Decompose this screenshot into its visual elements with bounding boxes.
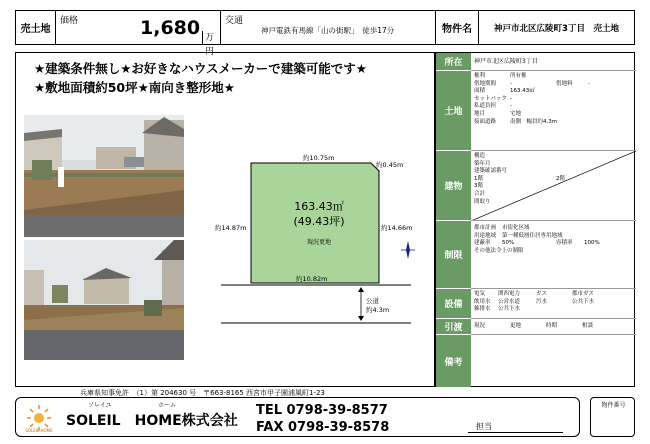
property-name: 神戸市北区広陵町3丁目 売土地 — [494, 23, 619, 34]
main-panel — [15, 52, 435, 387]
restriction-label: 制限 — [436, 221, 471, 289]
site-photo-2 — [24, 240, 184, 360]
remarks-label: 備考 — [436, 335, 471, 387]
price-unit: 万円 — [202, 31, 220, 45]
land-row: 私道負担 - — [474, 103, 512, 110]
header-bar — [15, 10, 635, 57]
plot-area-m2: 163.43㎡ — [294, 200, 344, 213]
license-line: 兵庫県知事免許 （1）第 204630 号 〒663-8165 西宮市甲子園浦風町1-23 — [80, 389, 325, 397]
building-row: 築年月 — [474, 160, 491, 167]
restriction-row: 都市計画 市街化区域 — [474, 225, 530, 231]
restriction-row: 建蔽率 50% 容積率 100% — [474, 240, 600, 247]
building-label: 建物 — [436, 151, 471, 221]
plot-status: 現況更地 — [306, 239, 331, 246]
remarks-cell — [471, 335, 636, 387]
company-box — [15, 397, 580, 437]
plot-diagram — [201, 143, 433, 388]
building-row: 構造 — [474, 153, 486, 159]
name-label-cell — [436, 11, 479, 44]
land-row: 地目 宅地 — [474, 110, 522, 117]
facility-row: 飲用水 公営水道 汚水 公共下水 — [474, 298, 595, 305]
ruby-soleil: ソレイユ — [88, 402, 112, 409]
facility-cell — [471, 289, 636, 319]
road-label: 公道 — [366, 297, 379, 305]
land-cell — [471, 71, 636, 151]
site-photo-2-image — [24, 240, 184, 360]
plot-corner-length: 約0.45m — [376, 161, 404, 169]
site-photo-1-image — [24, 115, 184, 237]
building-row: 3階 — [474, 183, 483, 190]
tel-number: TEL 0798-39-8577 — [256, 403, 388, 418]
land-row: 権利 所有権 — [474, 73, 527, 79]
handover-row: 現況 更地 時期 相談 — [474, 323, 594, 329]
handover-cell — [471, 319, 636, 335]
building-row: 間取り — [474, 198, 491, 205]
logo-text: SOLEIL HOME — [25, 428, 53, 433]
plot-top-length: 約10.75m — [303, 154, 335, 162]
land-row: 接面道路 南側 幅員約4.3m — [474, 118, 558, 125]
building-strike-line — [471, 151, 636, 221]
price-cell — [56, 11, 221, 57]
transport-cell — [221, 11, 436, 44]
property-number-box — [590, 397, 635, 437]
facility-label: 設備 — [436, 289, 471, 319]
name-label: 物件名 — [442, 24, 472, 35]
contact-label: 担当 — [476, 422, 492, 431]
plot-left-length: 約14.87m — [215, 224, 247, 232]
site-photo-1 — [24, 115, 184, 237]
contact-underline — [468, 432, 563, 433]
land-label: 土地 — [436, 71, 471, 151]
headline-line-1: ★建築条件無し★お好きなハウスメーカーで建築可能です★ — [34, 61, 367, 76]
property-number-label: 物件番号 — [601, 402, 626, 409]
property-table — [435, 52, 635, 387]
plot-bottom-length: 約10.82m — [296, 275, 328, 283]
facility-row: 電気 関西電力 ガス 都市ガス — [474, 291, 595, 297]
address-value: 神戸市北区広陵町3丁目 — [474, 58, 538, 65]
handover-label: 引渡 — [436, 319, 471, 335]
facility-row: 雑排水 公共下水 — [474, 306, 521, 313]
fax-number: FAX 0798-39-8578 — [256, 420, 390, 435]
name-value-cell — [479, 11, 634, 44]
transport-value: 神戸電鉄有馬線「山の街駅」 徒歩17分 — [261, 26, 395, 35]
headline-line-2: ★敷地面積約50坪★南向き整形地★ — [34, 80, 236, 95]
land-row: セットバック - — [474, 95, 512, 102]
address-label: 所在 — [436, 53, 471, 71]
restriction-row: 用途地域 第一種低層住居専用地域 — [474, 232, 563, 239]
type-cell — [16, 11, 56, 44]
building-row: 建築確認番号 — [474, 168, 508, 175]
compass-icon — [401, 241, 415, 259]
type-label: 売土地 — [20, 24, 51, 35]
ruby-home: ホーム — [158, 402, 177, 409]
restriction-row: その他法令上の制限 — [474, 247, 524, 254]
plot-right-length: 約14.66m — [381, 224, 413, 232]
transport-label: 交通 — [225, 16, 244, 26]
land-row: 借地期間 - 借地料 - — [474, 80, 590, 87]
price-value: 1,680 — [140, 17, 201, 39]
address-cell — [471, 53, 636, 71]
land-row: 面積 163.43㎡ — [474, 88, 535, 95]
building-cell — [471, 151, 636, 221]
price-label: 価格 — [60, 16, 79, 26]
company-name: SOLEIL HOME株式会社 — [66, 413, 238, 429]
restriction-cell — [471, 221, 636, 289]
building-row: 1階 2階 — [474, 175, 565, 182]
building-row: 合計 — [474, 190, 486, 197]
plot-area-tsubo: (49.43坪) — [293, 215, 345, 228]
road-width: 約4.3m — [366, 306, 390, 314]
